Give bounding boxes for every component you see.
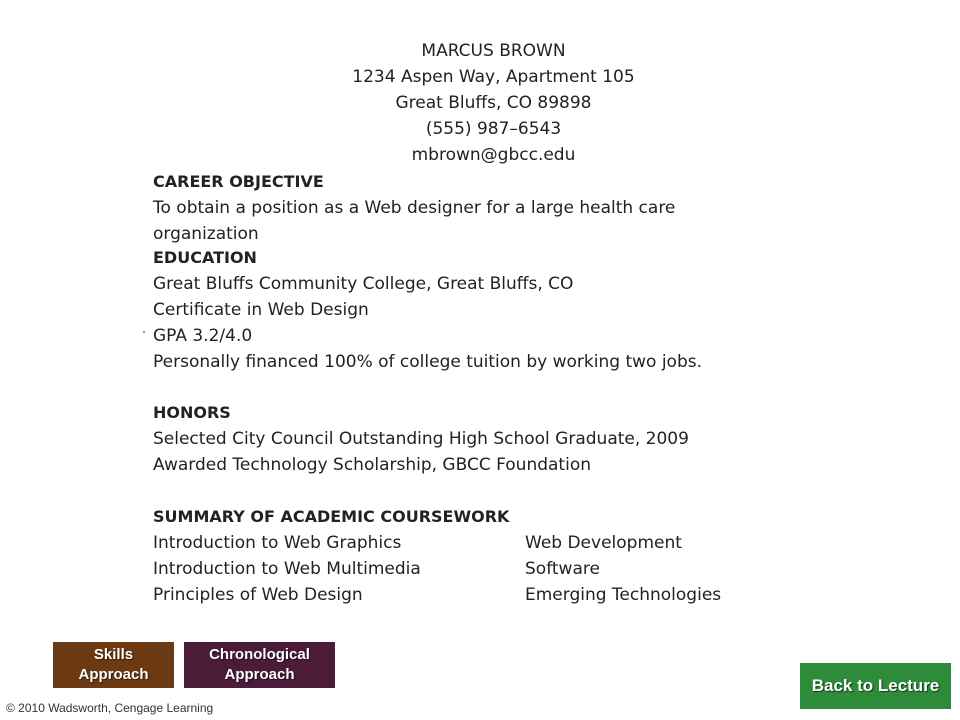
- course-item: Web Development: [525, 533, 682, 553]
- section-title: HONORS: [153, 403, 231, 422]
- course-item: Introduction to Web Graphics: [153, 533, 402, 553]
- skills-approach-button[interactable]: [53, 642, 174, 688]
- education-line: Certificate in Web Design: [153, 300, 369, 320]
- resume-phone: (555) 987–6543: [425, 119, 562, 139]
- education-line: GPA 3.2/4.0: [153, 326, 253, 346]
- honors-line: Awarded Technology Scholarship, GBCC Foundation: [153, 455, 591, 475]
- objective-text: To obtain a position as a Web designer for a large health care organization: [153, 198, 676, 244]
- resume-header: [0, 38, 960, 168]
- education-section: [153, 245, 773, 375]
- coursework-left-column: [153, 530, 525, 608]
- career-objective-section: [153, 169, 773, 247]
- section-title: SUMMARY OF ACADEMIC COURSEWORK: [153, 507, 510, 526]
- course-item: Principles of Web Design: [153, 585, 363, 605]
- copyright-notice: © 2010 Wadsworth, Cengage Learning: [6, 701, 214, 715]
- chronological-approach-label-1: Chronological: [209, 646, 310, 663]
- honors-section: [153, 400, 773, 478]
- course-item: Software: [525, 559, 600, 579]
- chronological-approach-label-2: Approach: [224, 666, 295, 683]
- coursework-section: [153, 504, 773, 608]
- resume-email: mbrown@gbcc.edu: [411, 145, 576, 165]
- skills-approach-label-1: Skills: [93, 646, 134, 663]
- section-title: CAREER OBJECTIVE: [153, 172, 324, 191]
- education-line: Great Bluffs Community College, Great Bluffs, CO: [153, 274, 574, 294]
- section-title: EDUCATION: [153, 248, 257, 267]
- course-item: Introduction to Web Multimedia: [153, 559, 421, 579]
- coursework-columns: [153, 530, 773, 608]
- honors-line: Selected City Council Outstanding High School Graduate, 2009: [153, 429, 689, 449]
- skills-approach-label-2: Approach: [78, 666, 149, 683]
- resume-city: Great Bluffs, CO 89898: [395, 93, 592, 113]
- education-line: Personally financed 100% of college tuition by working two jobs.: [153, 352, 702, 372]
- coursework-right-column: [525, 530, 765, 608]
- back-to-lecture-button[interactable]: Back to Lecture: [800, 663, 951, 709]
- stray-dot: [143, 331, 145, 333]
- resume-address: 1234 Aspen Way, Apartment 105: [352, 67, 635, 87]
- resume-name: MARCUS BROWN: [421, 41, 566, 61]
- course-item: Emerging Technologies: [525, 585, 722, 605]
- chronological-approach-button[interactable]: [184, 642, 335, 688]
